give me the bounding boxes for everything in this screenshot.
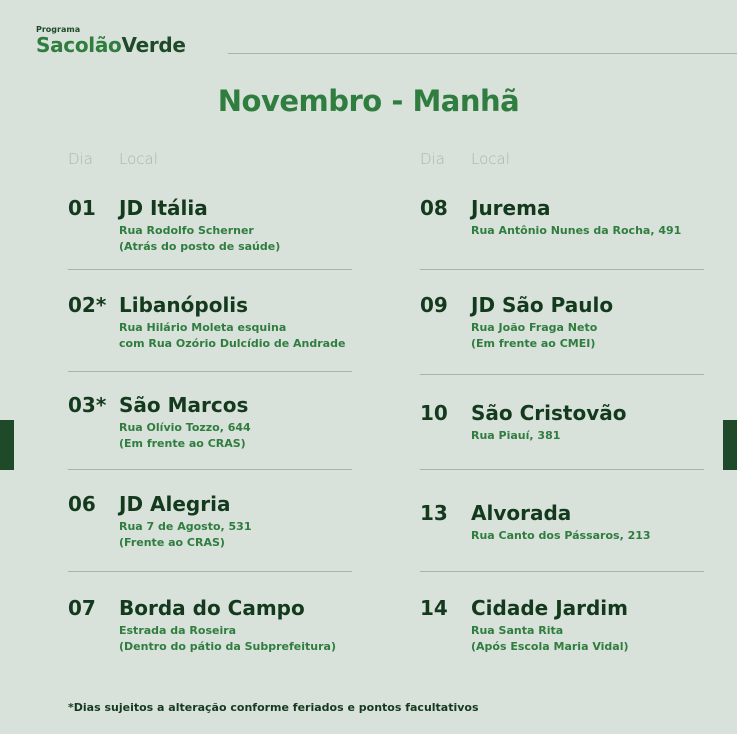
page-title: Novembro - Manhã [217,84,520,118]
entry-divider [420,571,704,572]
entry-address [471,528,651,544]
column-header [420,150,710,172]
entry-location: JD Alegria [119,492,231,516]
entry-day: 09 [420,293,448,317]
address-line-1: Rua Santa Rita [471,624,564,637]
entry-day: 06 [68,492,96,516]
entry-location: Jurema [471,196,551,220]
entry-divider [420,374,704,375]
entry-day: 08 [420,196,448,220]
entry-address [119,519,251,551]
entry-divider [68,371,352,372]
entry-address [471,623,629,655]
entry-address [119,223,280,255]
entry-day: 03* [68,393,107,417]
left-edge-bar [0,420,14,470]
address-line-1: Estrada da Roseira [119,624,237,637]
address-line-2: (Atrás do posto de saúde) [119,240,281,253]
entry-divider [68,571,352,572]
entry-address [119,420,251,452]
header-day: Dia [68,150,93,168]
entry-day: 10 [420,401,448,425]
logo-wordmark [36,34,186,56]
right-edge-bar [723,420,737,470]
entry-location: São Marcos [119,393,249,417]
entry-location: JD Itália [119,196,208,220]
entry-location: São Cristovão [471,401,627,425]
entry-address [471,223,681,239]
logo-part-2: Verde [121,33,186,57]
address-line-1: Rua João Fraga Neto [471,321,598,334]
entry-location: Cidade Jardim [471,596,629,620]
entry-divider [420,269,704,270]
logo-part-1: Sacolão [36,33,122,57]
address-line-1: Rua Olívio Tozzo, 644 [119,421,251,434]
footnote: *Dias sujeitos a alteração conforme feriados e pontos facultativos [68,701,479,714]
entry-divider [68,469,352,470]
entry-day: 13 [420,501,448,525]
entry-location: JD São Paulo [471,293,614,317]
entry-divider [68,269,352,270]
program-logo [36,26,186,56]
schedule-column-left [68,150,358,653]
header-location: Local [471,150,510,168]
logo-program-label: Programa [36,25,81,34]
entry-location: Borda do Campo [119,596,305,620]
entry-day: 14 [420,596,448,620]
entry-day: 02* [68,293,107,317]
entry-location: Libanópolis [119,293,249,317]
entry-location: Alvorada [471,501,572,525]
address-line-2: com Rua Ozório Dulcídio de Andrade [119,337,346,350]
column-header [68,150,358,172]
address-line-1: Rua Piauí, 381 [471,429,561,442]
address-line-2: (Em frente ao CMEI) [471,337,596,350]
entry-address [119,320,345,352]
schedule-column-right [420,150,710,653]
address-line-1: Rua Antônio Nunes da Rocha, 491 [471,224,682,237]
address-line-1: Rua 7 de Agosto, 531 [119,520,252,533]
entry-day: 07 [68,596,96,620]
header-day: Dia [420,150,445,168]
entry-day: 01 [68,196,96,220]
entry-address [471,320,597,352]
address-line-2: (Frente ao CRAS) [119,536,225,549]
header-divider [228,53,737,54]
address-line-2: (Após Escola Maria Vidal) [471,640,629,653]
entry-address [471,428,560,444]
address-line-2: (Em frente ao CRAS) [119,437,246,450]
address-line-1: Rua Rodolfo Scherner [119,224,254,237]
address-line-1: Rua Canto dos Pássaros, 213 [471,529,651,542]
address-line-2: (Dentro do pátio da Subprefeitura) [119,640,336,653]
entry-divider [420,469,704,470]
entry-address [119,623,336,655]
address-line-1: Rua Hilário Moleta esquina [119,321,287,334]
header-location: Local [119,150,158,168]
